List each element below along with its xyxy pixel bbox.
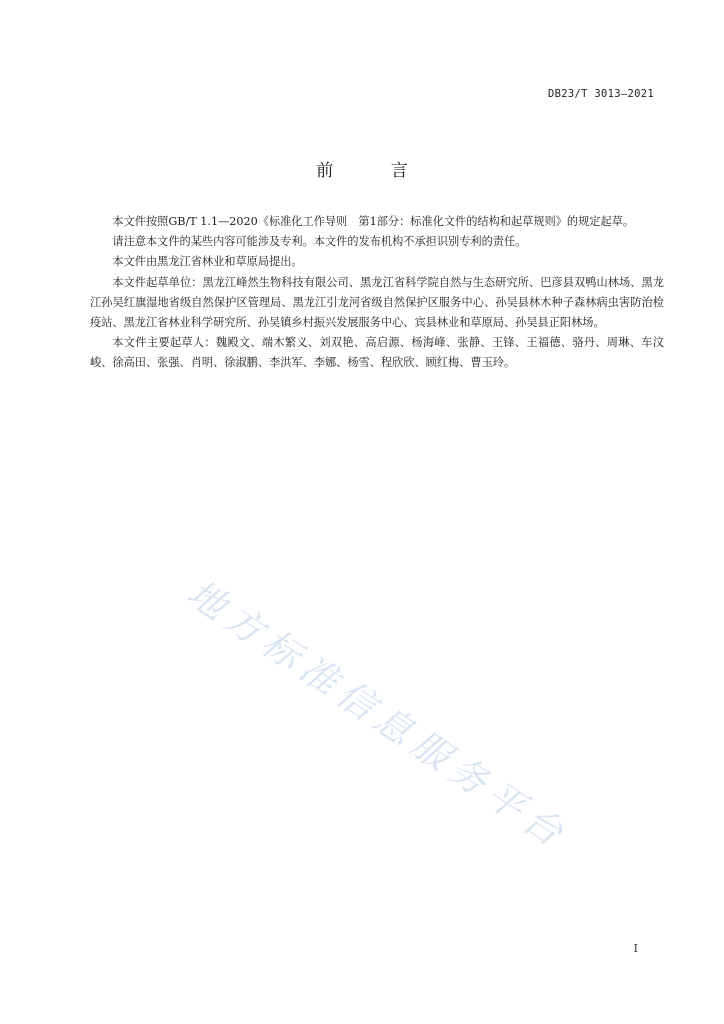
document-code: DB23/T 3013—2021 — [548, 88, 654, 100]
paragraph-proposer: 本文件由黑龙江省林业和草原局提出。 — [112, 255, 303, 269]
page-number: I — [633, 942, 638, 955]
watermark: 地方标准信息服务平台 — [179, 571, 577, 859]
paragraph-drafters: 本文件主要起草人：魏殿文、端木繁义、刘双艳、高启源、杨海峰、张静、王锋、王福德、骆丹、周琳、车汶峻、徐高田、张强、肖明、徐淑鹏、李洪军、李娜、杨雪、程欣欣、顾红梅、曹玉玲。 — [90, 336, 664, 370]
foreword-body — [90, 212, 664, 374]
paragraph-drafting-units: 本文件起草单位：黑龙江峰然生物科技有限公司、黑龙江省科学院自然与生态研究所、巴彦县双鸭山林场、黑龙江孙吴红旗湿地省级自然保护区管理局、黑龙江引龙河省级自然保护区服务中心、孙吴县林木种子森林病虫害防治检疫站、黑龙江省林业科学研究所、孙吴镇乡村振兴发展服务中心、宾县林业和草原局、孙吴县正阳林场。 — [90, 275, 664, 330]
paragraph-drafting-basis: 本文件按照GB/T 1.1—2020《标准化工作导则 第1部分：标准化文件的结构和起草规则》的规定起草。 — [112, 215, 635, 228]
paragraph-patent-notice: 请注意本文件的某些内容可能涉及专利。本文件的发布机构不承担识别专利的责任。 — [112, 235, 527, 249]
page-title: 前 言 — [316, 161, 434, 181]
